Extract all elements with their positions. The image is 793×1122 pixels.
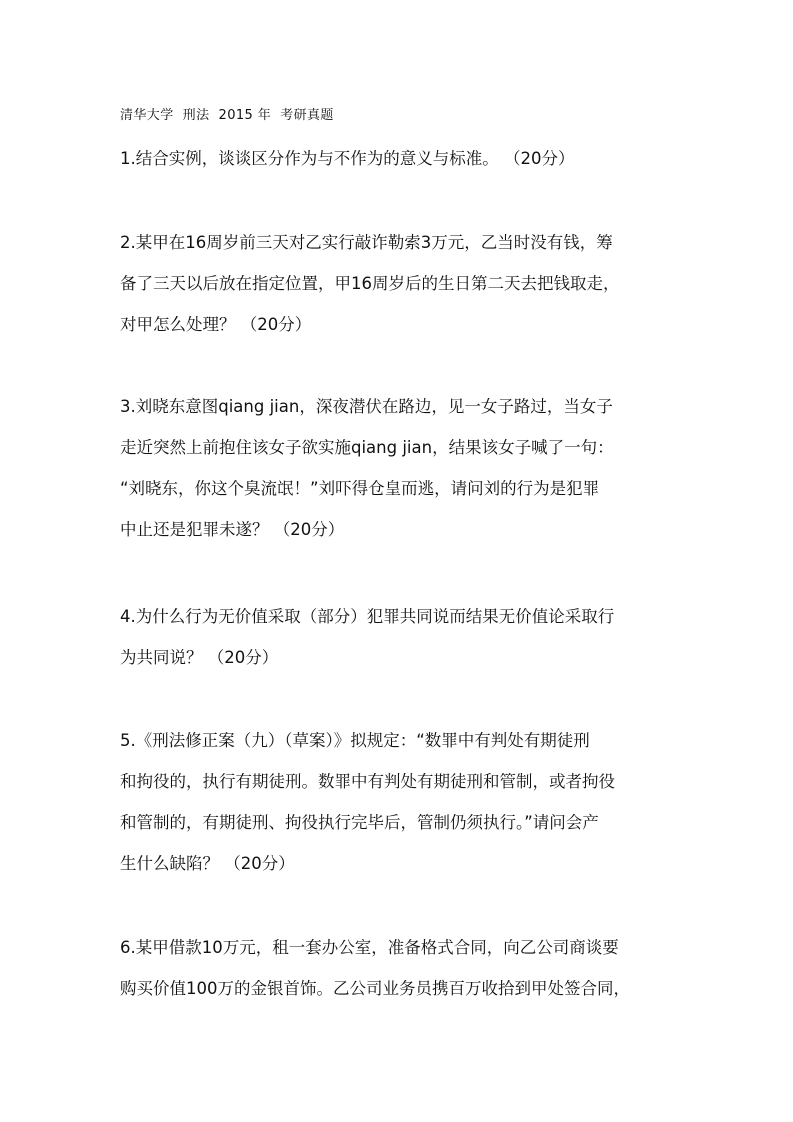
question-line: 生什么缺陷？ （20分）: [120, 854, 295, 873]
question-2: [120, 222, 680, 345]
question-3: [120, 386, 680, 550]
question-line: 中止还是犯罪未遂？ （20分）: [120, 520, 345, 539]
question-line: “刘晓东，你这个臭流氓！”刘吓得仓皇而逃，请问刘的行为是犯罪: [120, 479, 600, 498]
question-1: [120, 138, 680, 179]
question-line: 4.为什么行为无价值采取（部分）犯罪共同说而结果无价值论采取行: [120, 607, 615, 626]
question-5: [120, 720, 680, 884]
question-line: 对甲怎么处理？ （20分）: [120, 315, 312, 334]
document-title: 清华大学 刑法 2015 年 考研真题: [120, 108, 334, 123]
question-line: 备了三天以后放在指定位置，甲16周岁后的生日第二天去把钱取走，: [120, 274, 620, 293]
question-6: [120, 927, 680, 1009]
question-line: 2.某甲在16周岁前三天对乙实行敲诈勒索3万元，乙当时没有钱，筹: [120, 233, 613, 252]
question-4: [120, 596, 680, 678]
question-line: 和拘役的，执行有期徒刑。数罪中有判处有期徒刑和管制，或者拘役: [120, 772, 615, 791]
question-line: 3.刘晓东意图qiang jian，深夜潜伏在路边，见一女子路过，当女子: [120, 397, 613, 416]
question-line: 购买价值100万的金银首饰。乙公司业务员携百万收拾到甲处签合同，: [120, 979, 630, 998]
question-line: 5.《刑法修正案（九）（草案）》拟规定：“数罪中有判处有期徒刑: [120, 731, 590, 750]
question-line: 1.结合实例，谈谈区分作为与不作为的意义与标准。 （20分）: [120, 149, 575, 168]
question-line: 和管制的，有期徒刑、拘役执行完毕后，管制仍须执行。”请问会产: [120, 813, 599, 832]
question-line: 走近突然上前抱住该女子欲实施qiang jian，结果该女子喊了一句：: [120, 438, 614, 457]
question-line: 为共同说？ （20分）: [120, 648, 279, 667]
question-line: 6.某甲借款10万元，租一套办公室，准备格式合同，向乙公司商谈要: [120, 938, 619, 957]
